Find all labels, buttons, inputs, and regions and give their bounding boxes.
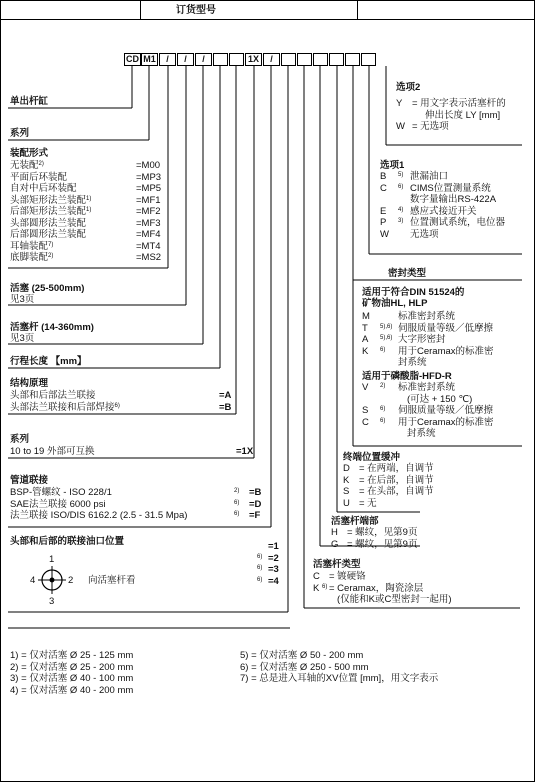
mounting-name: 头部圆形法兰装配: [10, 217, 87, 229]
rodend-title: 活塞杆端部: [331, 516, 379, 527]
option2-key: W: [396, 121, 405, 132]
mounting-code: =MF4: [136, 229, 161, 240]
seal-hl-text: 标准密封系统: [398, 311, 456, 322]
pipe-footnote: 6): [234, 499, 240, 506]
port-number-4: 4: [30, 575, 36, 586]
rodtype-title: 活塞杆类型: [313, 559, 361, 570]
rodend-key: H: [331, 527, 338, 538]
seal-hfd-key: V: [362, 382, 369, 393]
rodend-text: = 螺纹，见第9页: [347, 527, 418, 538]
piston-title: 活塞 (25-500mm): [10, 283, 85, 294]
cushion-key: K: [343, 474, 350, 486]
seal-hfd-text: 标准密封系统: [398, 382, 456, 393]
rod-title: 活塞杆 (14-360mm): [10, 322, 94, 333]
code-box-1: M1: [141, 53, 158, 66]
option1-footnote: 4): [398, 206, 404, 213]
option1-text-cont: 数字量输出RS-422A: [410, 194, 497, 205]
mounting-footnote: 1): [86, 207, 92, 213]
cushion-text: = 在头部，自调节: [359, 486, 434, 497]
cushion-text: = 无: [359, 497, 377, 509]
mounting-name: [10, 206, 91, 217]
mounting-name: 自对中后环装配: [10, 183, 77, 194]
mounting-name-text: 无装配: [10, 160, 39, 171]
mounting-code: =MP3: [136, 171, 162, 183]
rodend-text: = 螺纹，见第9页: [347, 538, 418, 550]
pipe-name: 法兰联接 ISO/DIS 6162.2 (2.5 - 31.5 Mpa): [10, 510, 188, 521]
seal-hl-footnote: 5),6): [380, 335, 393, 341]
structure-name-text: 头部和后部法兰联接: [10, 390, 96, 401]
option1-text: 无选项: [410, 228, 439, 240]
mounting-code: =MS2: [136, 252, 162, 263]
footnote-right: 7) = 总是进入耳轴的XV位置 [mm]，用文字表示: [240, 673, 439, 684]
option1-text: 位置测试系统，电位器: [410, 217, 506, 228]
seal-hl-text: 用于Ceramax的标准密: [398, 345, 494, 357]
port-title: 头部和后部的联接油口位置: [10, 536, 125, 547]
footnote-left: 3) = 仅对活塞 Ø 40 - 100 mm: [10, 673, 134, 684]
seal-hl-key: A: [362, 334, 369, 345]
mounting-name: [10, 195, 91, 206]
header-title: 订货型号: [176, 5, 216, 16]
code-box-7: 1X: [245, 53, 262, 66]
seal-hfd-text-cont: (可达 + 150 ℃): [407, 393, 473, 405]
structure-code: =B: [219, 401, 232, 413]
code-box-8: /: [263, 53, 280, 66]
option1-key: C: [380, 182, 387, 194]
option2-key: Y: [396, 98, 403, 109]
series2-code: =1X: [236, 446, 254, 457]
footnote-left: 1) = 仅对活塞 Ø 25 - 125 mm: [10, 650, 134, 661]
port-footnote: 6): [257, 565, 263, 571]
rodtype-key: K: [313, 582, 320, 594]
cushion-key: D: [343, 463, 350, 474]
mounting-code: =MF1: [136, 194, 161, 206]
option1-text: 感应式接近开关: [410, 205, 477, 217]
mounting-name-text: 底脚装配: [10, 252, 49, 263]
port-code: =1: [268, 541, 279, 552]
option2-text: = 用文字表示活塞杆的: [412, 98, 506, 109]
pipe-name: BSP-管螺纹 - ISO 228/1: [10, 487, 112, 498]
port-caption: 向活塞杆看: [88, 575, 136, 586]
seal-hfd-text: 伺服质量等级／低摩擦: [398, 405, 494, 416]
option1-footnote: 5): [398, 172, 404, 178]
cushion-title: 终端位置缓冲: [343, 452, 401, 463]
seal-hfd-title: 适用于磷酸脂-HFD-R: [362, 371, 452, 382]
code-box-2: /: [159, 53, 176, 66]
seal-hfd-key: S: [362, 405, 369, 416]
port-number-1: 1: [49, 554, 55, 565]
seal-hfd-key: C: [362, 416, 369, 428]
pipe-footnote: 6): [234, 511, 240, 517]
mounting-code: =MT4: [136, 240, 161, 252]
option1-key: W: [380, 228, 389, 240]
seal-hfd-footnote: 6): [380, 417, 386, 424]
port-code: =3: [268, 564, 279, 575]
port-footnote: 6): [257, 553, 263, 560]
series2-text: 10 to 19 外部可互换: [10, 446, 95, 457]
cushion-text: = 在两端，自调节: [359, 463, 434, 474]
pipe-title: 管道联接: [10, 475, 49, 486]
structure-name-text: 头部法兰联接和后部焊接: [10, 401, 115, 413]
port-code: =4: [268, 575, 279, 587]
pipe-footnote: 2): [234, 488, 240, 494]
port-footnote: 6): [257, 576, 263, 583]
series-label: 系列: [10, 128, 30, 139]
seal-hfd-footnote: 6): [380, 406, 386, 412]
seal-hfd-text-cont: 封系统: [407, 428, 436, 439]
port-number-2: 2: [68, 575, 74, 586]
piston-ref: 见3页: [10, 294, 35, 305]
mounting-footnote: 2): [48, 253, 54, 259]
option2-text-cont: 伸出长度 LY [mm]: [425, 109, 501, 121]
pipe-name: SAE法兰联接 6000 psi: [10, 498, 106, 510]
seal-hl-key: K: [362, 345, 369, 357]
port-number-3: 3: [49, 596, 55, 607]
mounting-footnote: 2): [38, 161, 44, 167]
mounting-name: [10, 241, 53, 252]
structure-code: =A: [219, 390, 232, 401]
option1-footnote: 3): [398, 218, 404, 224]
cushion-key: S: [343, 486, 350, 497]
structure-footnote: 6): [114, 402, 120, 409]
option1-key: B: [380, 171, 387, 182]
rodtype-key: C: [313, 571, 320, 582]
mounting-name-text: 头部矩形法兰装配: [10, 194, 87, 206]
rodend-key: G: [331, 538, 339, 550]
port-code: =2: [268, 552, 279, 564]
structure-name: [10, 402, 120, 413]
mounting-name-text: 耳轴装配: [10, 240, 49, 252]
seal-hl-key: M: [362, 311, 370, 322]
option1-key: P: [380, 217, 387, 228]
seal-title: 密封类型: [388, 268, 427, 279]
seal-hl-key: T: [362, 322, 368, 334]
seal-hl-title2: 矿物油HL, HLP: [362, 298, 428, 309]
option1-text: 泄漏油口: [410, 171, 449, 182]
option1-text: CIMS位置测量系统: [410, 182, 491, 194]
footnote-left: 2) = 仅对活塞 Ø 25 - 200 mm: [10, 661, 134, 673]
series2-title: 系列: [10, 434, 30, 445]
rodtype-text: = 镀硬铬: [329, 571, 366, 582]
code-box-3: /: [177, 53, 194, 66]
footnote-left: 4) = 仅对活塞 Ø 40 - 200 mm: [10, 684, 134, 696]
mounting-name: [10, 160, 44, 171]
structure-title: 结构原理: [10, 378, 49, 389]
mounting-code: =MF3: [136, 217, 161, 229]
pipe-code: =F: [249, 510, 261, 521]
code-box-4: /: [195, 53, 212, 66]
mounting-code: =M00: [136, 160, 161, 171]
mounting-code: =MP5: [136, 183, 162, 194]
rodtype-footnote: 6): [322, 583, 328, 590]
cushion-text: = 在后部，自调节: [359, 474, 434, 486]
pipe-code: =B: [249, 487, 262, 498]
footnote-right: 5) = 仅对活塞 Ø 50 - 200 mm: [240, 650, 364, 661]
seal-hl-footnote: 5),6): [380, 323, 393, 330]
mounting-footnote: 7): [48, 241, 54, 248]
seal-hl-footnote: 6): [380, 346, 386, 353]
rodtype-text-cont: (仅能和K或C型密封一起用): [337, 594, 452, 605]
code-box-0: CD: [126, 54, 139, 64]
pipe-code: =D: [249, 498, 262, 510]
mounting-name: 后部圆形法兰装配: [10, 229, 87, 240]
structure-name: [10, 390, 96, 401]
mounting-name: [10, 252, 53, 263]
seal-hl-text: 大字形密封: [398, 334, 446, 345]
seal-hl-text-cont: 封系统: [398, 357, 427, 368]
seal-hfd-footnote: 2): [380, 383, 386, 389]
mounting-title: 装配形式: [10, 148, 49, 159]
option2-text: = 无选项: [412, 121, 449, 132]
port-diagram: [28, 556, 148, 606]
mounting-name-text: 后部矩形法兰装配: [10, 206, 87, 217]
cushion-key: U: [343, 497, 350, 509]
option2-title: 选项2: [396, 82, 421, 93]
option1-footnote: 6): [398, 183, 404, 190]
rodtype-text: = Ceramax，陶瓷涂层: [329, 582, 424, 594]
option1-title: 选项1: [380, 160, 405, 171]
port-circle-icon: [28, 556, 88, 606]
seal-hl-title: 适用于符合DIN 51524的: [362, 287, 465, 298]
seal-hfd-text: 用于Ceramax的标准密: [398, 416, 494, 428]
mounting-code: =MF2: [136, 206, 161, 217]
footnote-right: 6) = 仅对活塞 Ø 250 - 500 mm: [240, 661, 369, 673]
option1-key: E: [380, 205, 387, 217]
single-rod-label: 单出杆缸: [10, 96, 49, 107]
seal-hl-text: 伺服质量等级／低摩擦: [398, 322, 494, 334]
mounting-footnote: 1): [86, 195, 92, 202]
rod-ref: 见3页: [10, 333, 35, 344]
mounting-name: 平面后环装配: [10, 171, 68, 183]
stroke-title: 行程长度 【mm】: [10, 356, 87, 367]
